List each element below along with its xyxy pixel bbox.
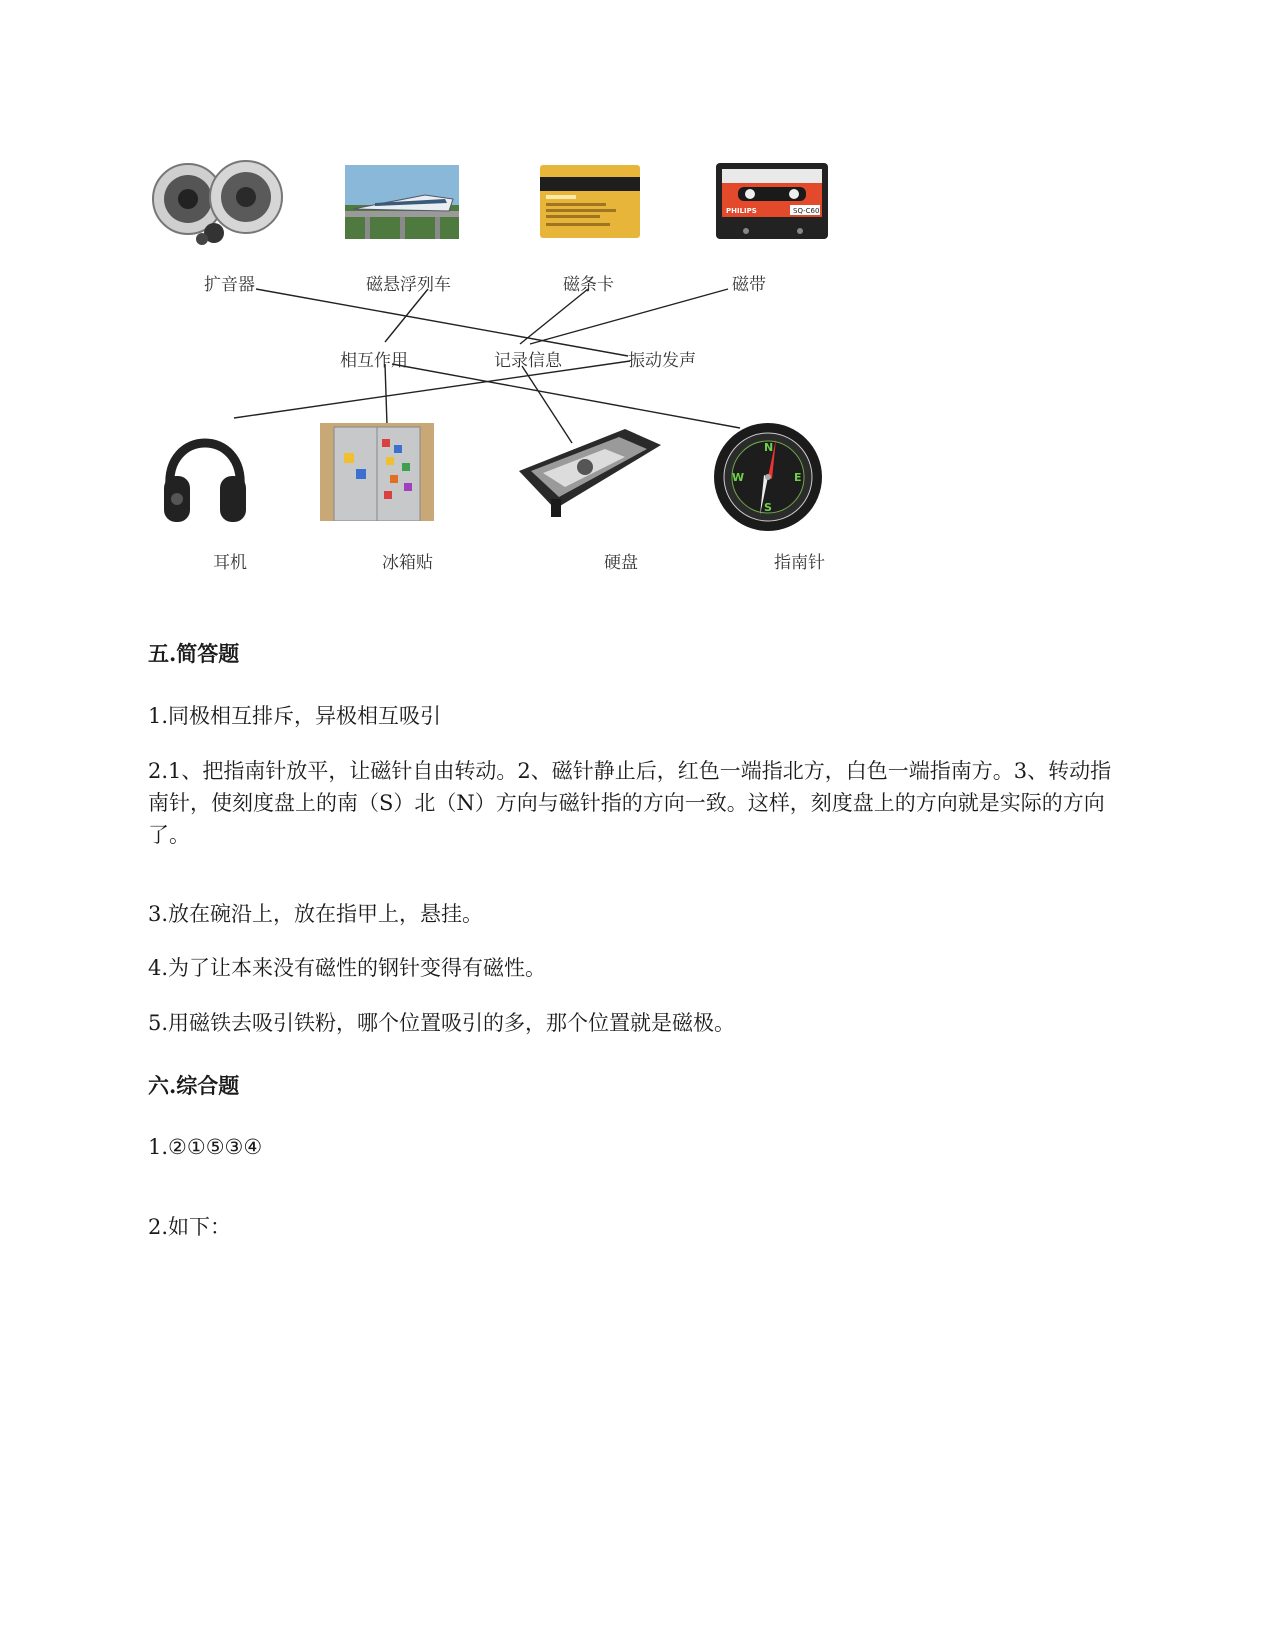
line-maglev-interaction xyxy=(385,289,428,342)
section-5-title: 五.简答题 xyxy=(148,641,240,666)
label-headphones: 耳机 xyxy=(213,553,247,573)
answer-5-4: 4.为了让本来没有磁性的钢针变得有磁性。 xyxy=(148,956,547,980)
label-vibrate-sound: 振动发声 xyxy=(628,351,696,371)
matching-figure xyxy=(0,0,1275,620)
label-amplifier: 扩音器 xyxy=(204,275,255,295)
label-fridge-magnet: 冰箱贴 xyxy=(382,553,433,573)
answer-6-1: 1.②①⑤③④ xyxy=(148,1135,263,1159)
compass-w: W xyxy=(732,471,745,484)
headphones-image xyxy=(160,418,250,526)
compass-image xyxy=(712,421,824,533)
answer-5-2: 2.1、把指南针放平，让磁针自由转动。2、磁针静止后，红色一端指北方，白色一端指南方。3、转动指南针，使刻度盘上的南（S）北（N）方向与磁针指的方向一致。这样，刻度盘上的方向就是实际的方向了。 xyxy=(148,759,1112,847)
label-magnetic-card: 磁条卡 xyxy=(563,275,614,295)
fridge-magnet-image xyxy=(320,423,434,521)
label-hard-disk: 硬盘 xyxy=(604,553,638,573)
line-vibrate-headphones xyxy=(234,361,630,418)
line-card-record xyxy=(520,289,588,344)
cassette-model: SQ-C60 xyxy=(793,207,820,215)
compass-n: N xyxy=(764,441,774,454)
line-interaction-fridge-magnet xyxy=(385,364,387,425)
answer-5-5: 5.用磁铁去吸引铁粉，哪个位置吸引的多，那个位置就是磁极。 xyxy=(148,1011,736,1035)
matching-lines xyxy=(0,0,1275,620)
label-interaction: 相互作用 xyxy=(340,351,408,371)
section-6-title: 六.综合题 xyxy=(148,1073,240,1098)
label-record-info: 记录信息 xyxy=(494,351,562,371)
answer-5-1: 1.同极相互排斥，异极相互吸引 xyxy=(148,704,442,728)
line-tape-record xyxy=(530,289,728,344)
label-magnetic-tape: 磁带 xyxy=(732,275,766,295)
cassette-brand: PHILIPS xyxy=(726,207,757,215)
label-maglev-train: 磁悬浮列车 xyxy=(366,275,451,295)
hard-disk-image xyxy=(515,423,663,521)
answer-5-3: 3.放在碗沿上，放在指甲上，悬挂。 xyxy=(148,902,484,926)
line-amplifier-vibrate xyxy=(256,289,628,356)
line-interaction-compass xyxy=(392,364,740,428)
answer-6-2: 2.如下： xyxy=(148,1215,232,1239)
compass-s: S xyxy=(764,501,772,514)
compass-e: E xyxy=(794,471,802,484)
label-compass: 指南针 xyxy=(774,553,825,573)
